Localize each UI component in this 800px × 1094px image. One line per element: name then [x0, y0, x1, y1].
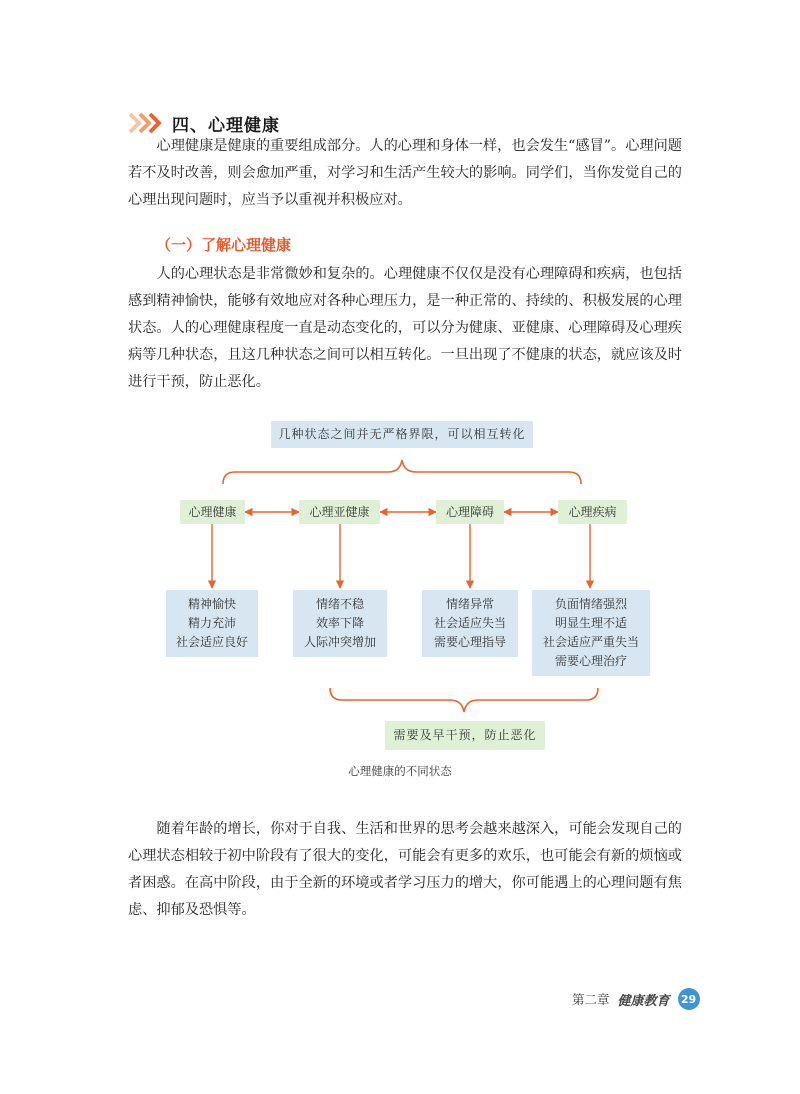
page-number: 29 — [678, 988, 700, 1010]
detail-line: 社会适应严重失当 — [542, 635, 639, 649]
detail-line: 社会适应良好 — [175, 635, 248, 649]
chapter-name: 健康教育 — [617, 993, 670, 1009]
detail-line: 精力充沛 — [187, 616, 236, 630]
state-box-disorder: 心理障碍 — [436, 500, 504, 524]
bottom-note-box: 需要及早干预，防止恶化 — [385, 721, 545, 750]
detail-box-disorder — [422, 590, 518, 657]
detail-line: 情绪异常 — [445, 597, 494, 611]
diagram-caption: 心理健康的不同状态 — [348, 764, 452, 778]
detail-line: 明显生理不适 — [554, 616, 627, 630]
detail-line: 情绪不稳 — [315, 597, 364, 611]
detail-line: 社会适应失当 — [433, 616, 506, 630]
state-box-subhealth: 心理亚健康 — [299, 500, 380, 524]
detail-line: 需要心理指导 — [433, 635, 506, 649]
top-note-box: 几种状态之间并无严格界限，可以相互转化 — [271, 421, 533, 448]
subsection-paragraph: 人的心理状态是非常微妙和复杂的。心理健康不仅仅是没有心理障碍和疾病，也包括感到精神愉快，能够有效地应对各种心理压力，是一种正常的、持续的、积极发展的心理状态。人的心理健康程度一直是动态变化的，可以分为健康、亚健康、心理障碍及心理疾病等几种状态，且这几种状态之间可以相互转化。一旦出现了不健康的状态，就应该及时进行干预，防止恶化。 — [128, 266, 682, 390]
detail-line: 负面情绪强烈 — [554, 597, 627, 611]
detail-line: 效率下降 — [315, 616, 364, 630]
detail-line: 人际冲突增加 — [303, 635, 376, 649]
section-title: 四、心理健康 — [172, 115, 280, 136]
detail-line: 精神愉快 — [187, 597, 236, 611]
bottom-brace — [330, 688, 598, 712]
closing-paragraph: 随着年龄的增长，你对于自我、生活和世界的思考会越来越深入，可能会发现自己的心理状态相较于初中阶段有了很大的变化，可能会有更多的欢乐，也可能会有新的烦恼或者困惑。在高中阶段，由于全新的环境或者学习压力的增大，你可能遇上的心理问题有焦虑、抑郁及恐惧等。 — [128, 821, 682, 918]
page-footer — [572, 986, 700, 1012]
detail-box-health — [166, 590, 258, 657]
top-brace — [223, 460, 581, 484]
state-box-disease: 心理疾病 — [558, 500, 627, 524]
detail-box-disease — [532, 590, 650, 676]
chapter-label: 第二章 — [572, 992, 610, 1007]
detail-box-subhealth — [293, 590, 387, 657]
detail-line: 需要心理治疗 — [554, 654, 627, 668]
state-box-health: 心理健康 — [180, 500, 245, 524]
intro-paragraph: 心理健康是健康的重要组成部分。人的心理和身体一样，也会发生“感冒”。心理问题若不及时改善，则会愈加严重，对学习和生活产生较大的影响。同学们，当你发觉自己的心理出现问题时，应当予以重视并积极应对。 — [128, 138, 682, 208]
subsection-title: （一）了解心理健康 — [156, 236, 292, 254]
